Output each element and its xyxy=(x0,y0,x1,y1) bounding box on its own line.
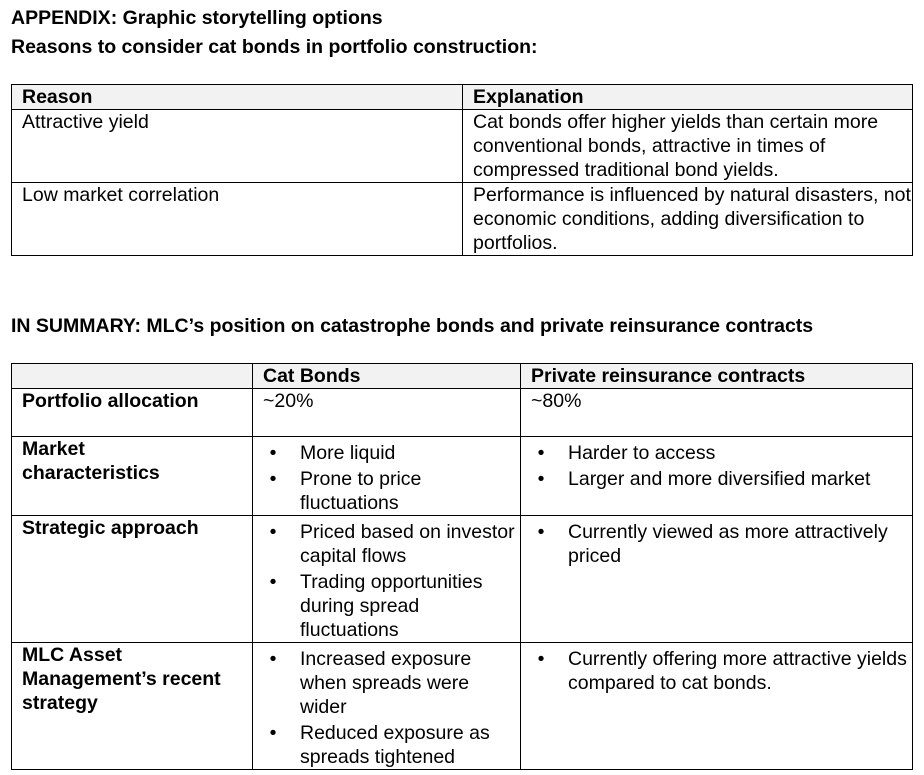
bullet-icon: • xyxy=(269,571,277,593)
bullet-icon: • xyxy=(269,521,277,543)
list-item: • Reduced exposure as spreads tightened xyxy=(263,721,520,769)
summary-header-empty xyxy=(12,364,253,389)
bullet-icon: • xyxy=(269,468,277,490)
list-item: • Prone to price fluctuations xyxy=(263,467,520,515)
private-cell xyxy=(521,437,913,516)
list-item: • Larger and more diversified market xyxy=(531,467,912,491)
reasons-table xyxy=(11,84,913,256)
reason-cell: Low market correlation xyxy=(12,183,463,256)
list-item: • Harder to access xyxy=(531,441,912,465)
table-row xyxy=(12,389,913,437)
private-cell xyxy=(521,643,913,770)
table-row xyxy=(12,437,913,516)
table-row xyxy=(12,110,913,183)
table-row xyxy=(12,516,913,643)
reasons-header-explanation: Explanation xyxy=(463,85,913,110)
list-item: • Currently offering more attractive yields compared to cat bonds. xyxy=(531,647,912,695)
summary-header-cat-bonds: Cat Bonds xyxy=(253,364,521,389)
list-item: • More liquid xyxy=(263,441,520,465)
reason-cell: Attractive yield xyxy=(12,110,463,183)
appendix-heading: APPENDIX: Graphic storytelling options xyxy=(11,7,383,29)
summary-table-header-row xyxy=(12,364,913,389)
summary-heading: IN SUMMARY: MLC’s position on catastrophe bonds and private reinsurance contracts xyxy=(11,315,814,337)
reasons-heading: Reasons to consider cat bonds in portfolio construction: xyxy=(11,36,538,58)
table-row xyxy=(12,643,913,770)
row-label: Portfolio allocation xyxy=(12,389,253,437)
summary-header-private: Private reinsurance contracts xyxy=(521,364,913,389)
row-label: MLC Asset Management’s recent strategy xyxy=(12,643,253,770)
bullet-icon: • xyxy=(537,648,545,670)
bullet-icon: • xyxy=(269,722,277,744)
row-label: Market characteristics xyxy=(12,437,253,516)
bullet-icon: • xyxy=(269,648,277,670)
list-item: • Trading opportunities during spread fluctuations xyxy=(263,570,520,642)
list-item: • Priced based on investor capital flows xyxy=(263,520,520,568)
reasons-header-reason: Reason xyxy=(12,85,463,110)
list-item: • Increased exposure when spreads were wider xyxy=(263,647,520,719)
bullet-icon: • xyxy=(537,442,545,464)
bullet-icon: • xyxy=(537,521,545,543)
bullet-icon: • xyxy=(269,442,277,464)
explanation-cell: Performance is influenced by natural disasters, not economic conditions, adding diversification to portfolios. xyxy=(463,183,913,256)
reasons-table-header-row xyxy=(12,85,913,110)
explanation-cell: Cat bonds offer higher yields than certain more conventional bonds, attractive in times of compressed traditional bond yields. xyxy=(463,110,913,183)
table-row xyxy=(12,183,913,256)
private-cell: ~80% xyxy=(521,389,913,437)
cat-bonds-cell xyxy=(253,516,521,643)
private-cell xyxy=(521,516,913,643)
row-label: Strategic approach xyxy=(12,516,253,643)
summary-table xyxy=(11,363,913,770)
cat-bonds-cell xyxy=(253,437,521,516)
bullet-icon: • xyxy=(537,468,545,490)
cat-bonds-cell: ~20% xyxy=(253,389,521,437)
list-item: • Currently viewed as more attractively priced xyxy=(531,520,912,568)
cat-bonds-cell xyxy=(253,643,521,770)
